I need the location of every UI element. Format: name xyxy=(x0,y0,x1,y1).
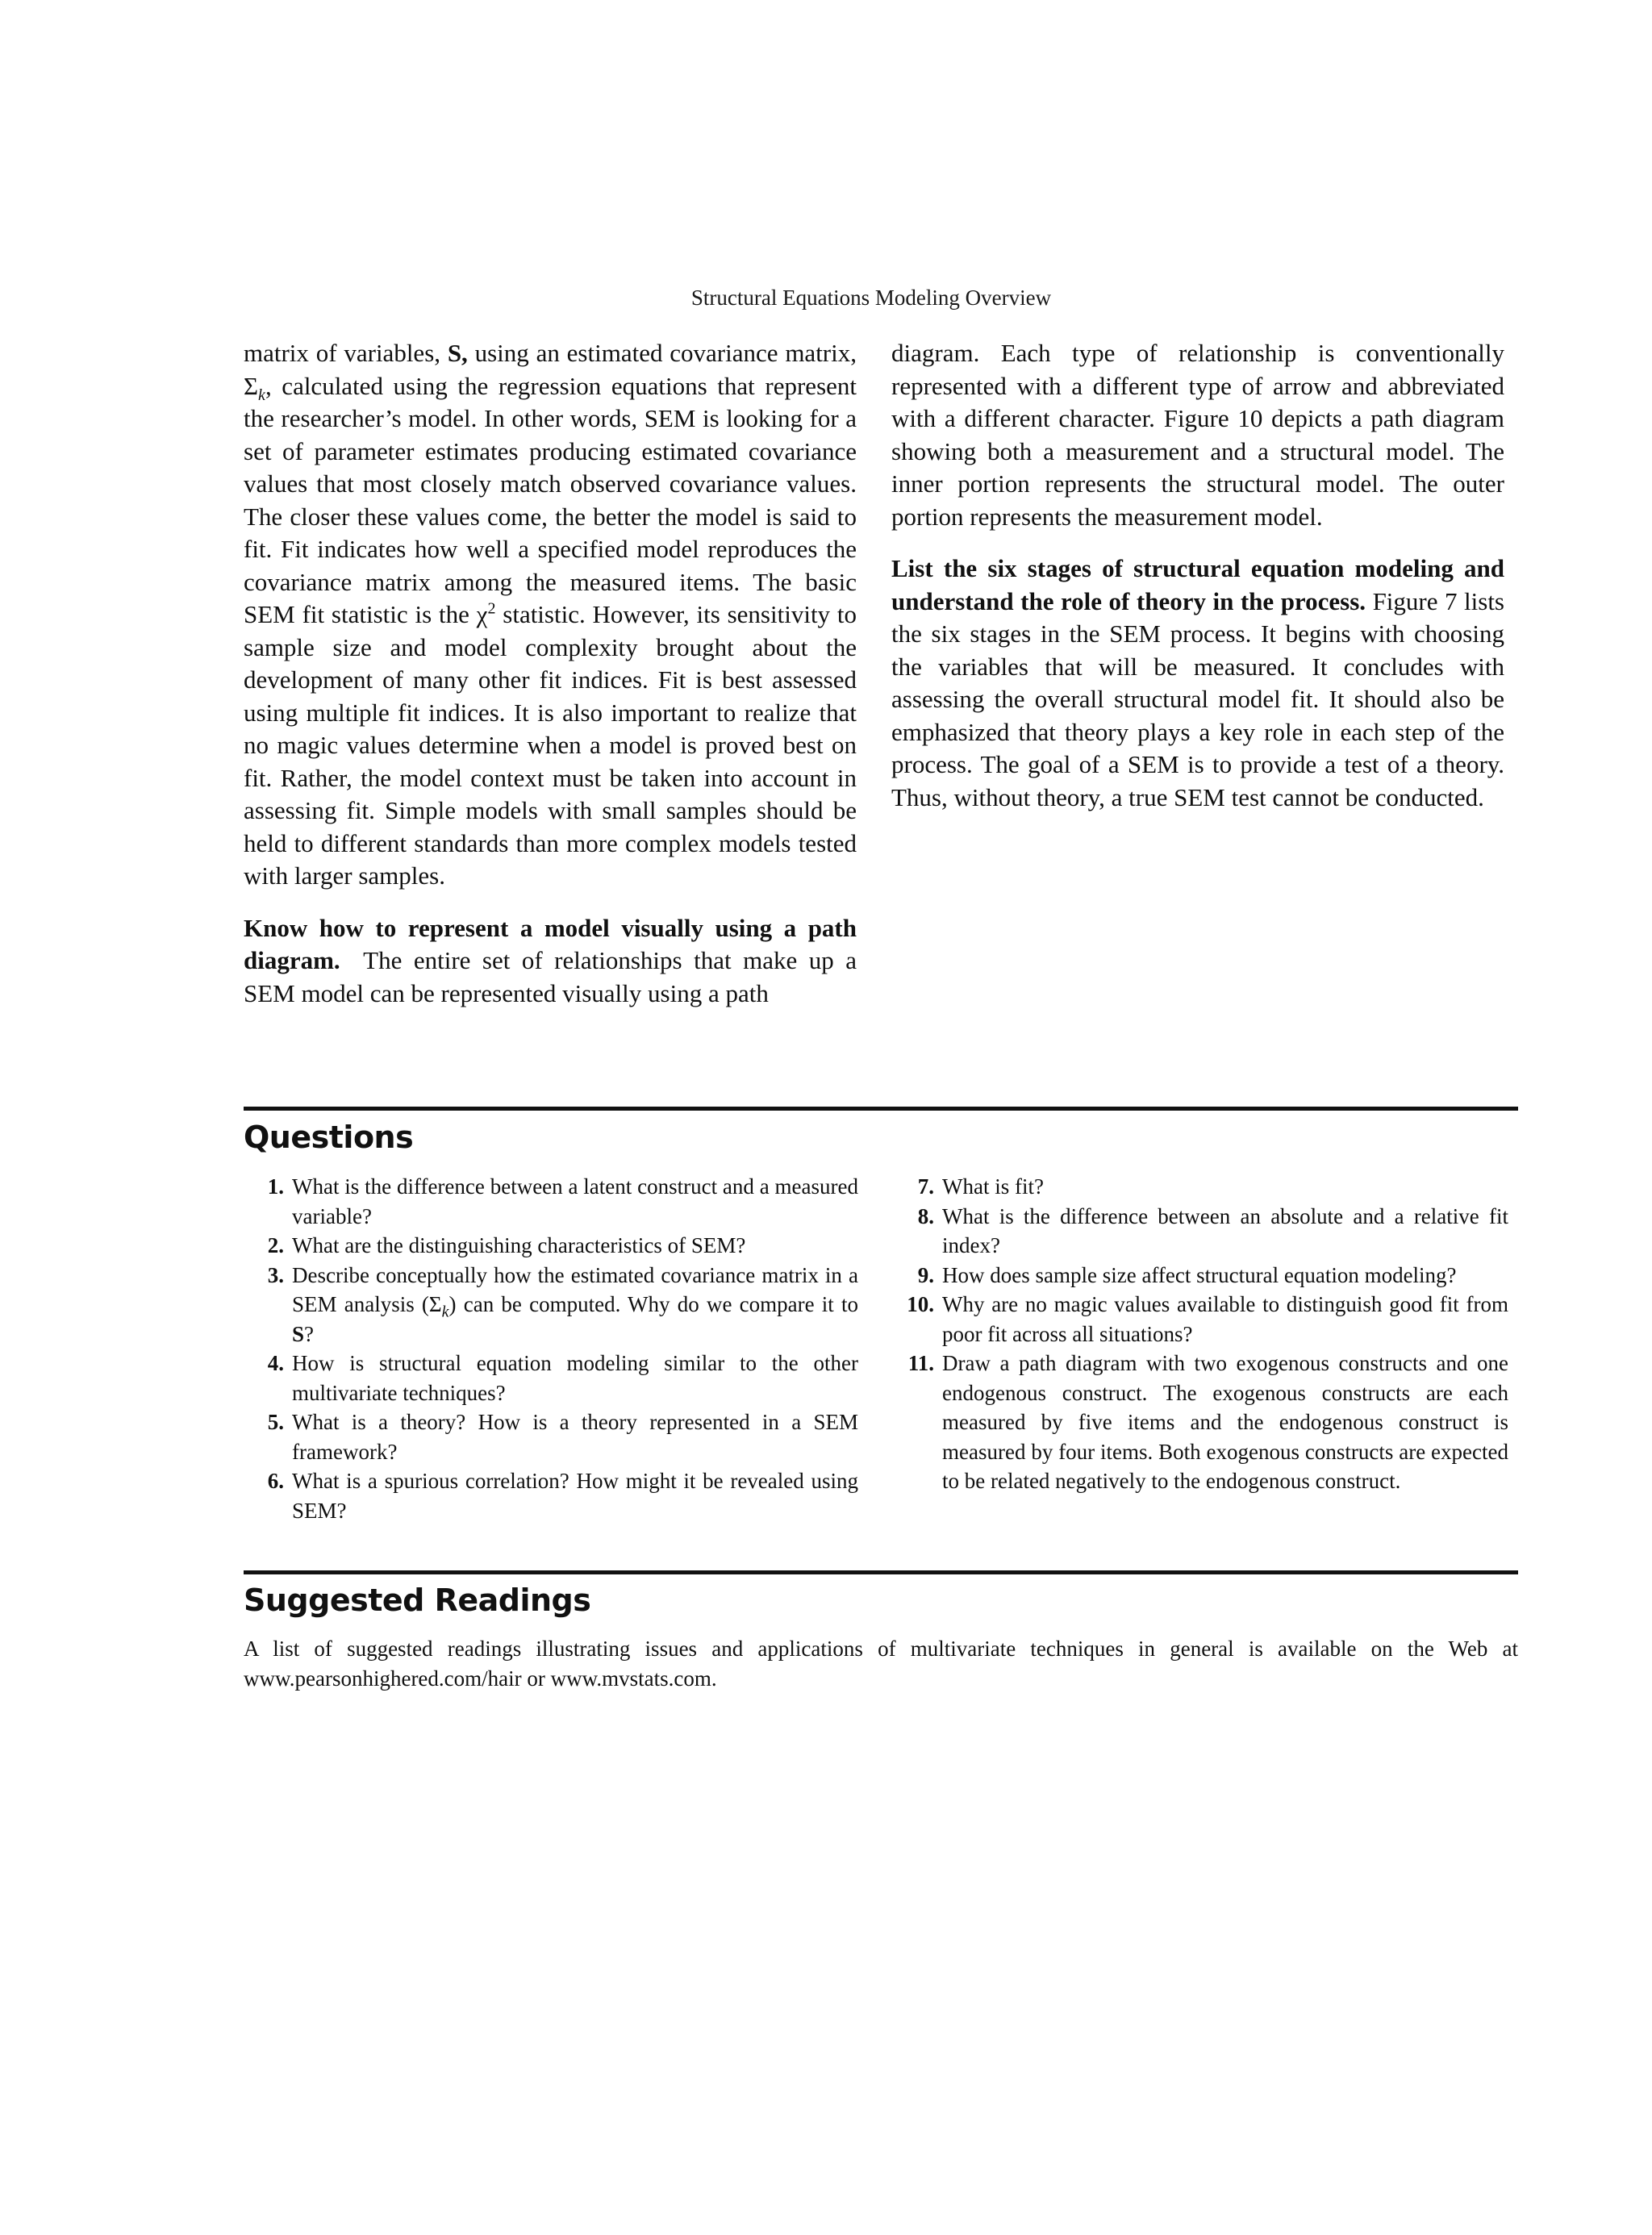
question-text: What is a spurious correlation? How might it be revealed using SEM? xyxy=(292,1469,858,1523)
text-run: ? xyxy=(304,1321,315,1346)
running-head: Structural Equations Modeling Overview xyxy=(690,286,1052,310)
question-number: 8. xyxy=(917,1203,934,1228)
question-text: Draw a path diagram with two exogenous constructs and one endogenous construct. The exogenous constructs are each measured by five items and the endogenous construct is measured by four items. Both exogenous constructs are expected to be related negatively to the endogenous construct. xyxy=(942,1351,1508,1493)
right-column xyxy=(891,337,1504,814)
left-paragraph-2 xyxy=(244,912,863,1011)
question-text: What is a theory? How is a theory represented in a SEM framework? xyxy=(292,1410,858,1464)
question-number: 11. xyxy=(907,1351,934,1375)
suggested-readings-text: A list of suggested readings illustrating issues and applications of multivariate techniques in general is available on the Web at www.pearsonhighered.com/hair or www.mvstats.com. xyxy=(244,1637,1518,1691)
question-item xyxy=(894,1202,1508,1261)
objective-heading: Know how to represent a model visually using a path diagram. xyxy=(244,913,857,974)
question-text: How is structural equation modeling similar to the other multivariate techniques? xyxy=(292,1351,858,1405)
question-item xyxy=(244,1407,858,1466)
matrix-s-symbol: S xyxy=(292,1321,305,1346)
questions-list-right xyxy=(894,1172,1508,1496)
text-run: matrix of variables, xyxy=(244,339,448,367)
question-number: 2. xyxy=(267,1233,284,1257)
question-text: What is the difference between an absolute and a relative fit index? xyxy=(942,1203,1508,1257)
question-item xyxy=(244,1349,858,1407)
question-number: 9. xyxy=(917,1262,934,1287)
superscript-2: 2 xyxy=(487,599,496,618)
left-paragraph-1 xyxy=(244,337,857,893)
question-text xyxy=(292,1261,858,1349)
question-number: 10. xyxy=(907,1292,934,1316)
question-item xyxy=(894,1290,1508,1349)
questions-list-left xyxy=(244,1172,858,1525)
question-item xyxy=(244,1231,858,1261)
right-paragraph-1: diagram. Each type of relationship is conventionally represented with a different type of arrow and abbreviated with a different character. Figure 10 depicts a path diagram showing both a measurement and a structural model. The inner portion represents the structural model. The outer portion represents the measurement model. xyxy=(891,339,1504,531)
subscript-k: k xyxy=(441,1303,449,1321)
text-run: ) can be computed. Why do we compare it to xyxy=(448,1292,859,1316)
question-text: Why are no magic values available to distinguish good fit from poor fit across all situations? xyxy=(942,1292,1508,1346)
question-item xyxy=(894,1261,1508,1291)
question-number: 5. xyxy=(267,1410,284,1434)
right-paragraph-2 xyxy=(891,552,1504,814)
question-item xyxy=(894,1349,1508,1496)
text-run: The entire set of relationships that make up a SEM model can be represented visually using a path xyxy=(244,946,863,1007)
question-text: What is fit? xyxy=(942,1174,1044,1199)
question-number: 1. xyxy=(267,1174,284,1199)
question-number: 6. xyxy=(267,1469,284,1493)
question-item xyxy=(244,1466,858,1525)
question-number: 4. xyxy=(267,1351,284,1375)
text-run: , calculated using the regression equations that represent the researcher’s model. In other words, SEM is looking for a set of parameter estimates producing estimated covariance values that most closely match observed covariance values. The closer these values come, the better the model is said to fit. Fit indicates how well a specified model reproduces the covariance matrix among the measured items. The basic SEM fit statistic is the χ xyxy=(244,371,857,628)
subscript-k: k xyxy=(258,386,265,404)
text-run: using an estimated covariance matrix, Σ xyxy=(244,339,857,400)
question-text: What are the distinguishing characteristics of SEM? xyxy=(292,1233,746,1257)
question-item xyxy=(244,1261,858,1349)
section-divider xyxy=(244,1570,1518,1574)
text-run: Describe conceptually how the estimated covariance matrix in a SEM analysis (Σ xyxy=(292,1262,858,1316)
question-item xyxy=(894,1172,1508,1202)
questions-heading: Questions xyxy=(244,1120,414,1155)
question-text: How does sample size affect structural equation modeling? xyxy=(942,1262,1457,1287)
question-text: What is the difference between a latent construct and a measured variable? xyxy=(292,1174,858,1228)
question-number: 3. xyxy=(267,1262,284,1287)
text-run: statistic. However, its sensitivity to sample size and model complexity brought about the development of many other fit indices. Fit is best assessed using multiple fit indices. It is also important to realize that no magic values determine when a model is proved best on fit. Rather, the model context must be taken into account in assessing fit. Simple models with small samples should be held to different standards than more complex models tested with larger samples. xyxy=(244,600,857,890)
question-number: 7. xyxy=(917,1174,934,1199)
suggested-readings-heading: Suggested Readings xyxy=(244,1582,591,1618)
question-item xyxy=(244,1172,858,1231)
objective-heading: List the six stages of structural equation modeling and understand the role of theory in the process. xyxy=(891,554,1504,615)
matrix-s-symbol: S, xyxy=(447,339,468,367)
text-run: Figure 7 lists the six stages in the SEM process. It begins with choosing the variables that will be measured. It concludes with assessing the overall structural model fit. It should also be emphasized that theory plays a key role in each step of the process. The goal of a SEM is to provide a test of a theory. Thus, without theory, a true SEM test cannot be conducted. xyxy=(891,586,1504,811)
section-divider xyxy=(244,1107,1518,1111)
left-column xyxy=(244,337,863,1010)
